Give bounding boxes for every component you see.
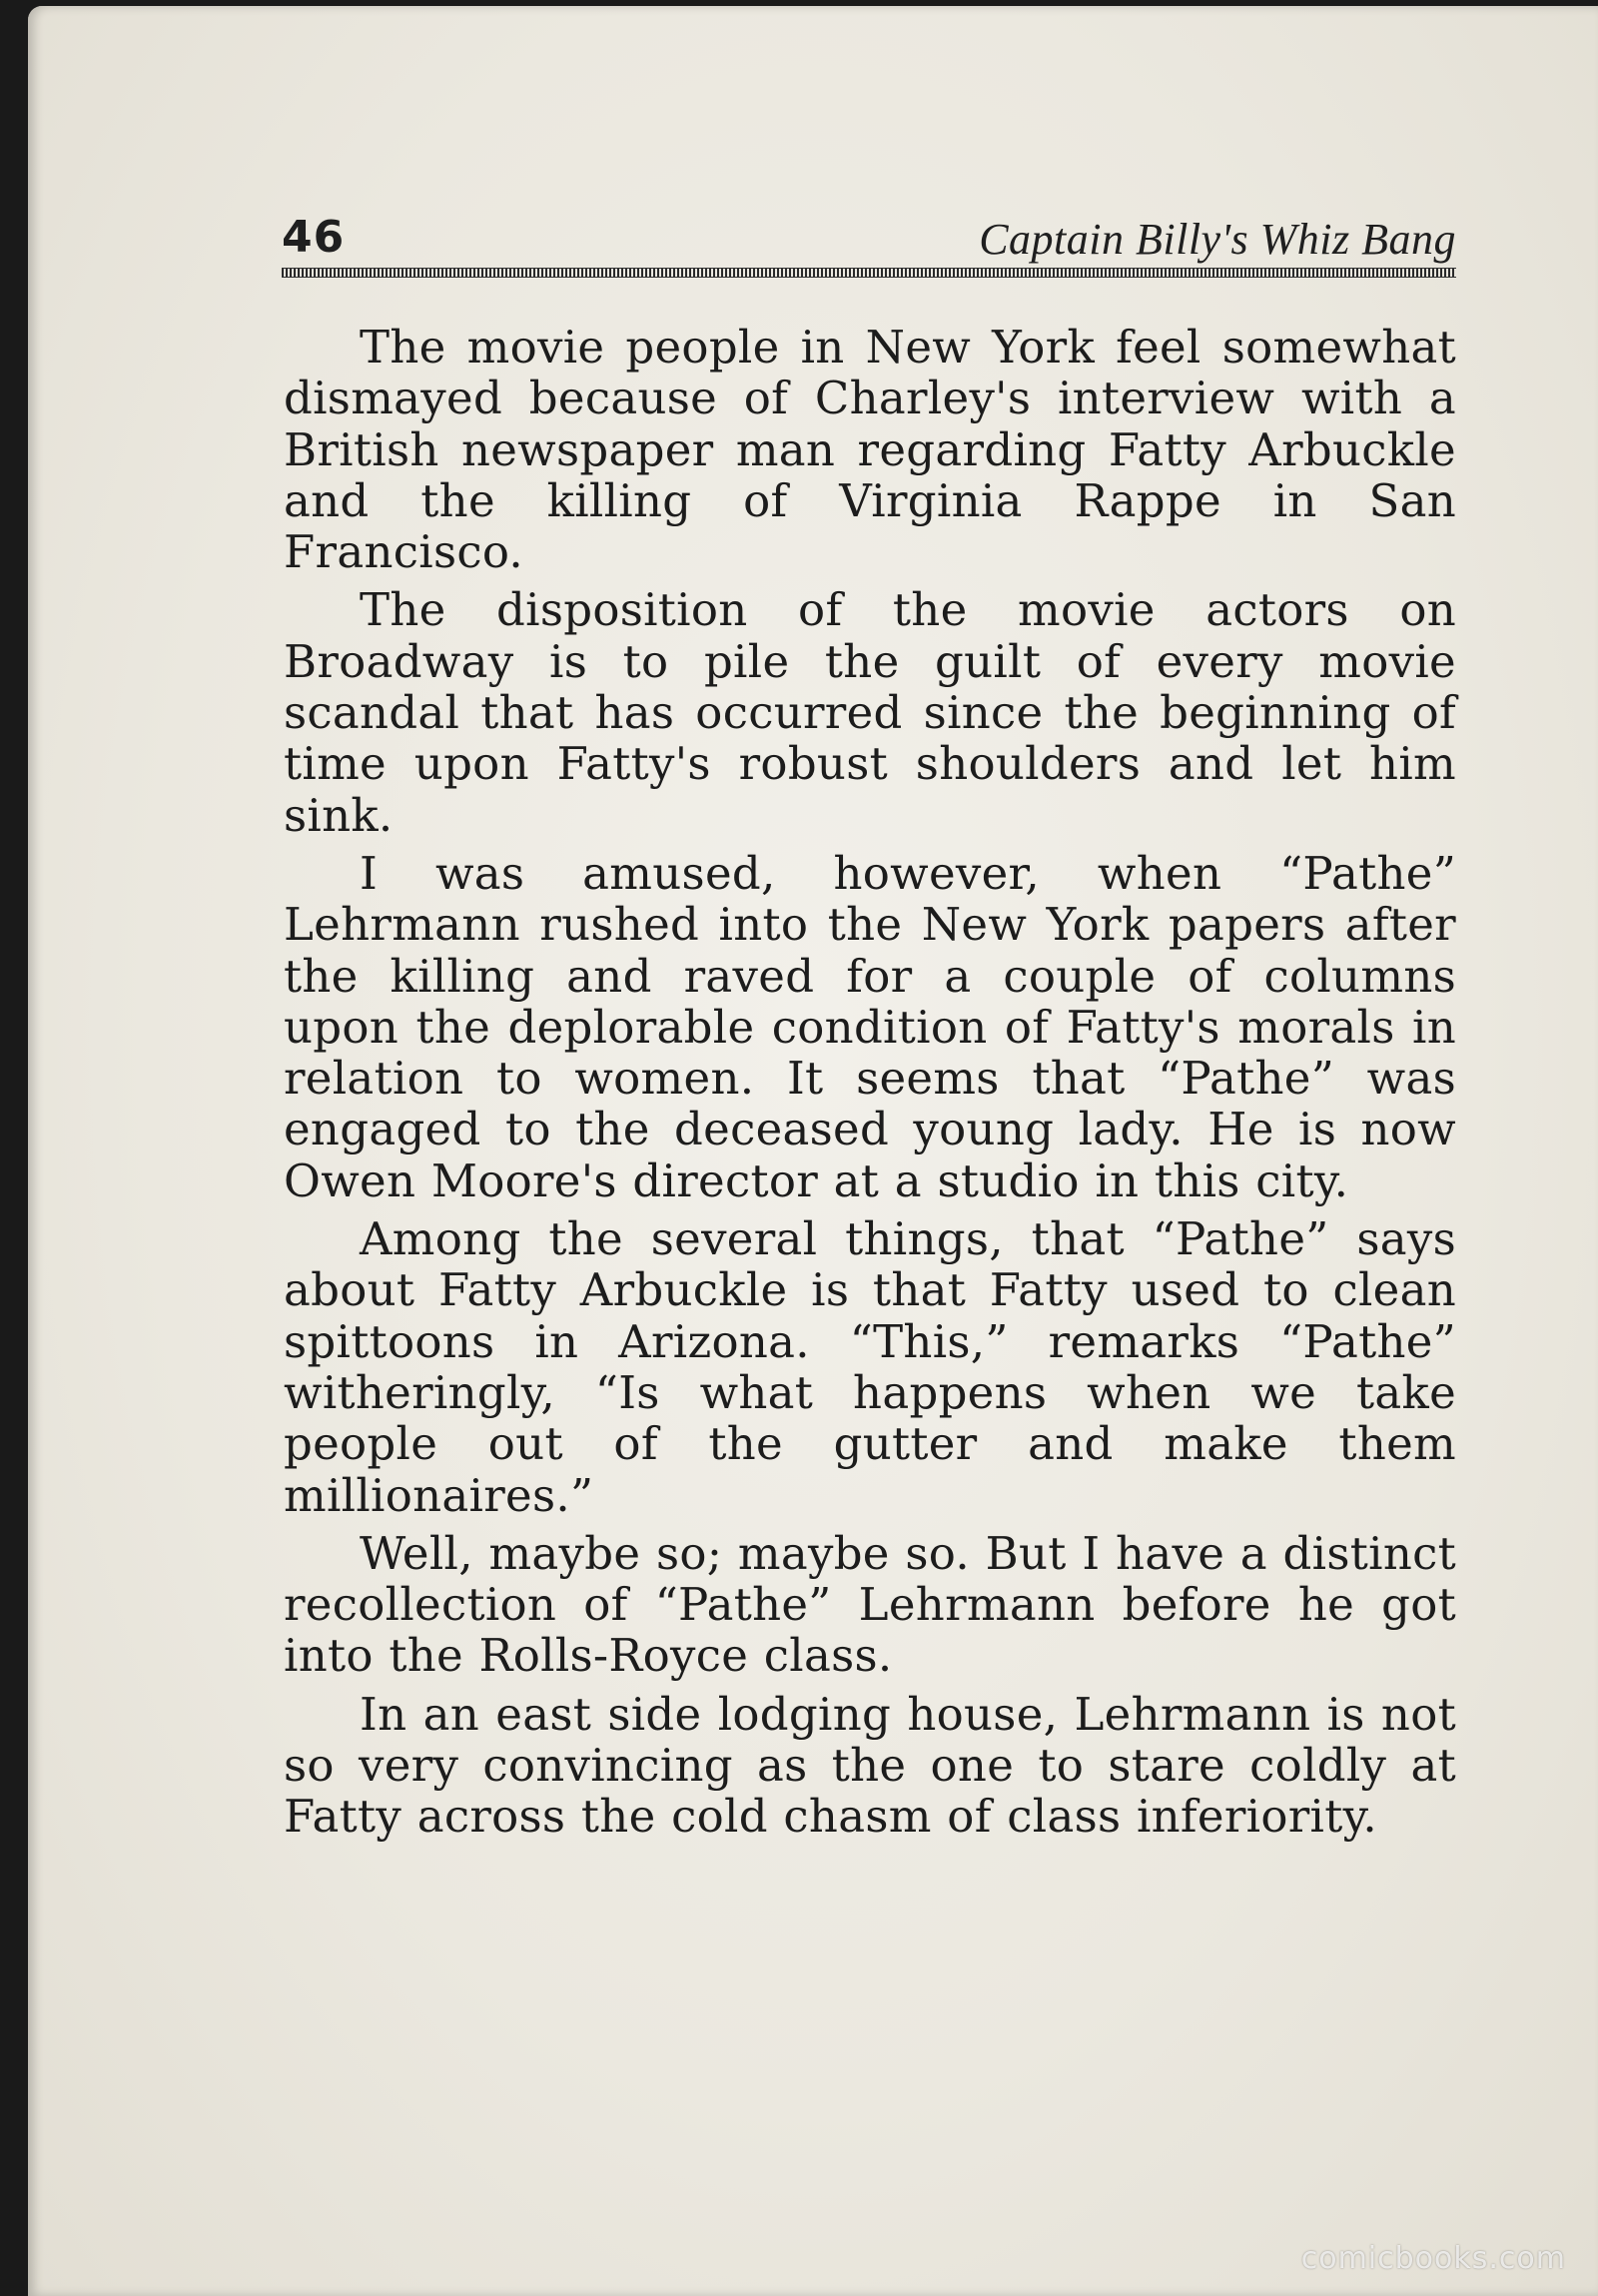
page-number: 46 (282, 212, 346, 263)
paragraph-4: Among the several things, that “Pathe” says about Fatty Arbuckle is that Fatty used to clean spittoons in Arizona. “This,” remarks “Pathe” witheringly, “Is what happens when we take people out of the gutter and make them millionaires.” (284, 1212, 1456, 1522)
paragraph-6: In an east side lodging house, Lehrmann is not so very convincing as the one to stare coldly at Fatty across the cold chasm of class inferiority. (284, 1687, 1456, 1844)
running-title: Captain Billy's Whiz Bang (979, 215, 1456, 264)
paragraph-1: The movie people in New York feel somewhat dismayed because of Charley's interview with a British newspaper man regarding Fatty Arbuckle and the killing of Virginia Rappe in San Francisco. (284, 321, 1456, 579)
watermark: comicbooks.com (1300, 2241, 1566, 2276)
header-rule (282, 268, 1456, 278)
page-header (282, 212, 1456, 264)
article-body (284, 322, 1456, 1850)
paragraph-5: Well, maybe so; maybe so. But I have a distinct recollection of “Pathe” Lehrmann before he got into the Rolls-Royce class. (284, 1526, 1456, 1683)
paragraph-2: The disposition of the movie actors on Broadway is to pile the guilt of every movie scandal that has occurred since the beginning of time upon Fatty's robust shoulders and let him sink. (284, 583, 1456, 842)
paragraph-3: I was amused, however, when “Pathe” Lehrmann rushed into the New York papers after the killing and raved for a couple of columns upon the deplorable condition of Fatty's morals in relation to women. It seems that “Pathe” was engaged to the deceased young lady. He is now Owen Moore's director at a studio in this city. (284, 846, 1456, 1207)
